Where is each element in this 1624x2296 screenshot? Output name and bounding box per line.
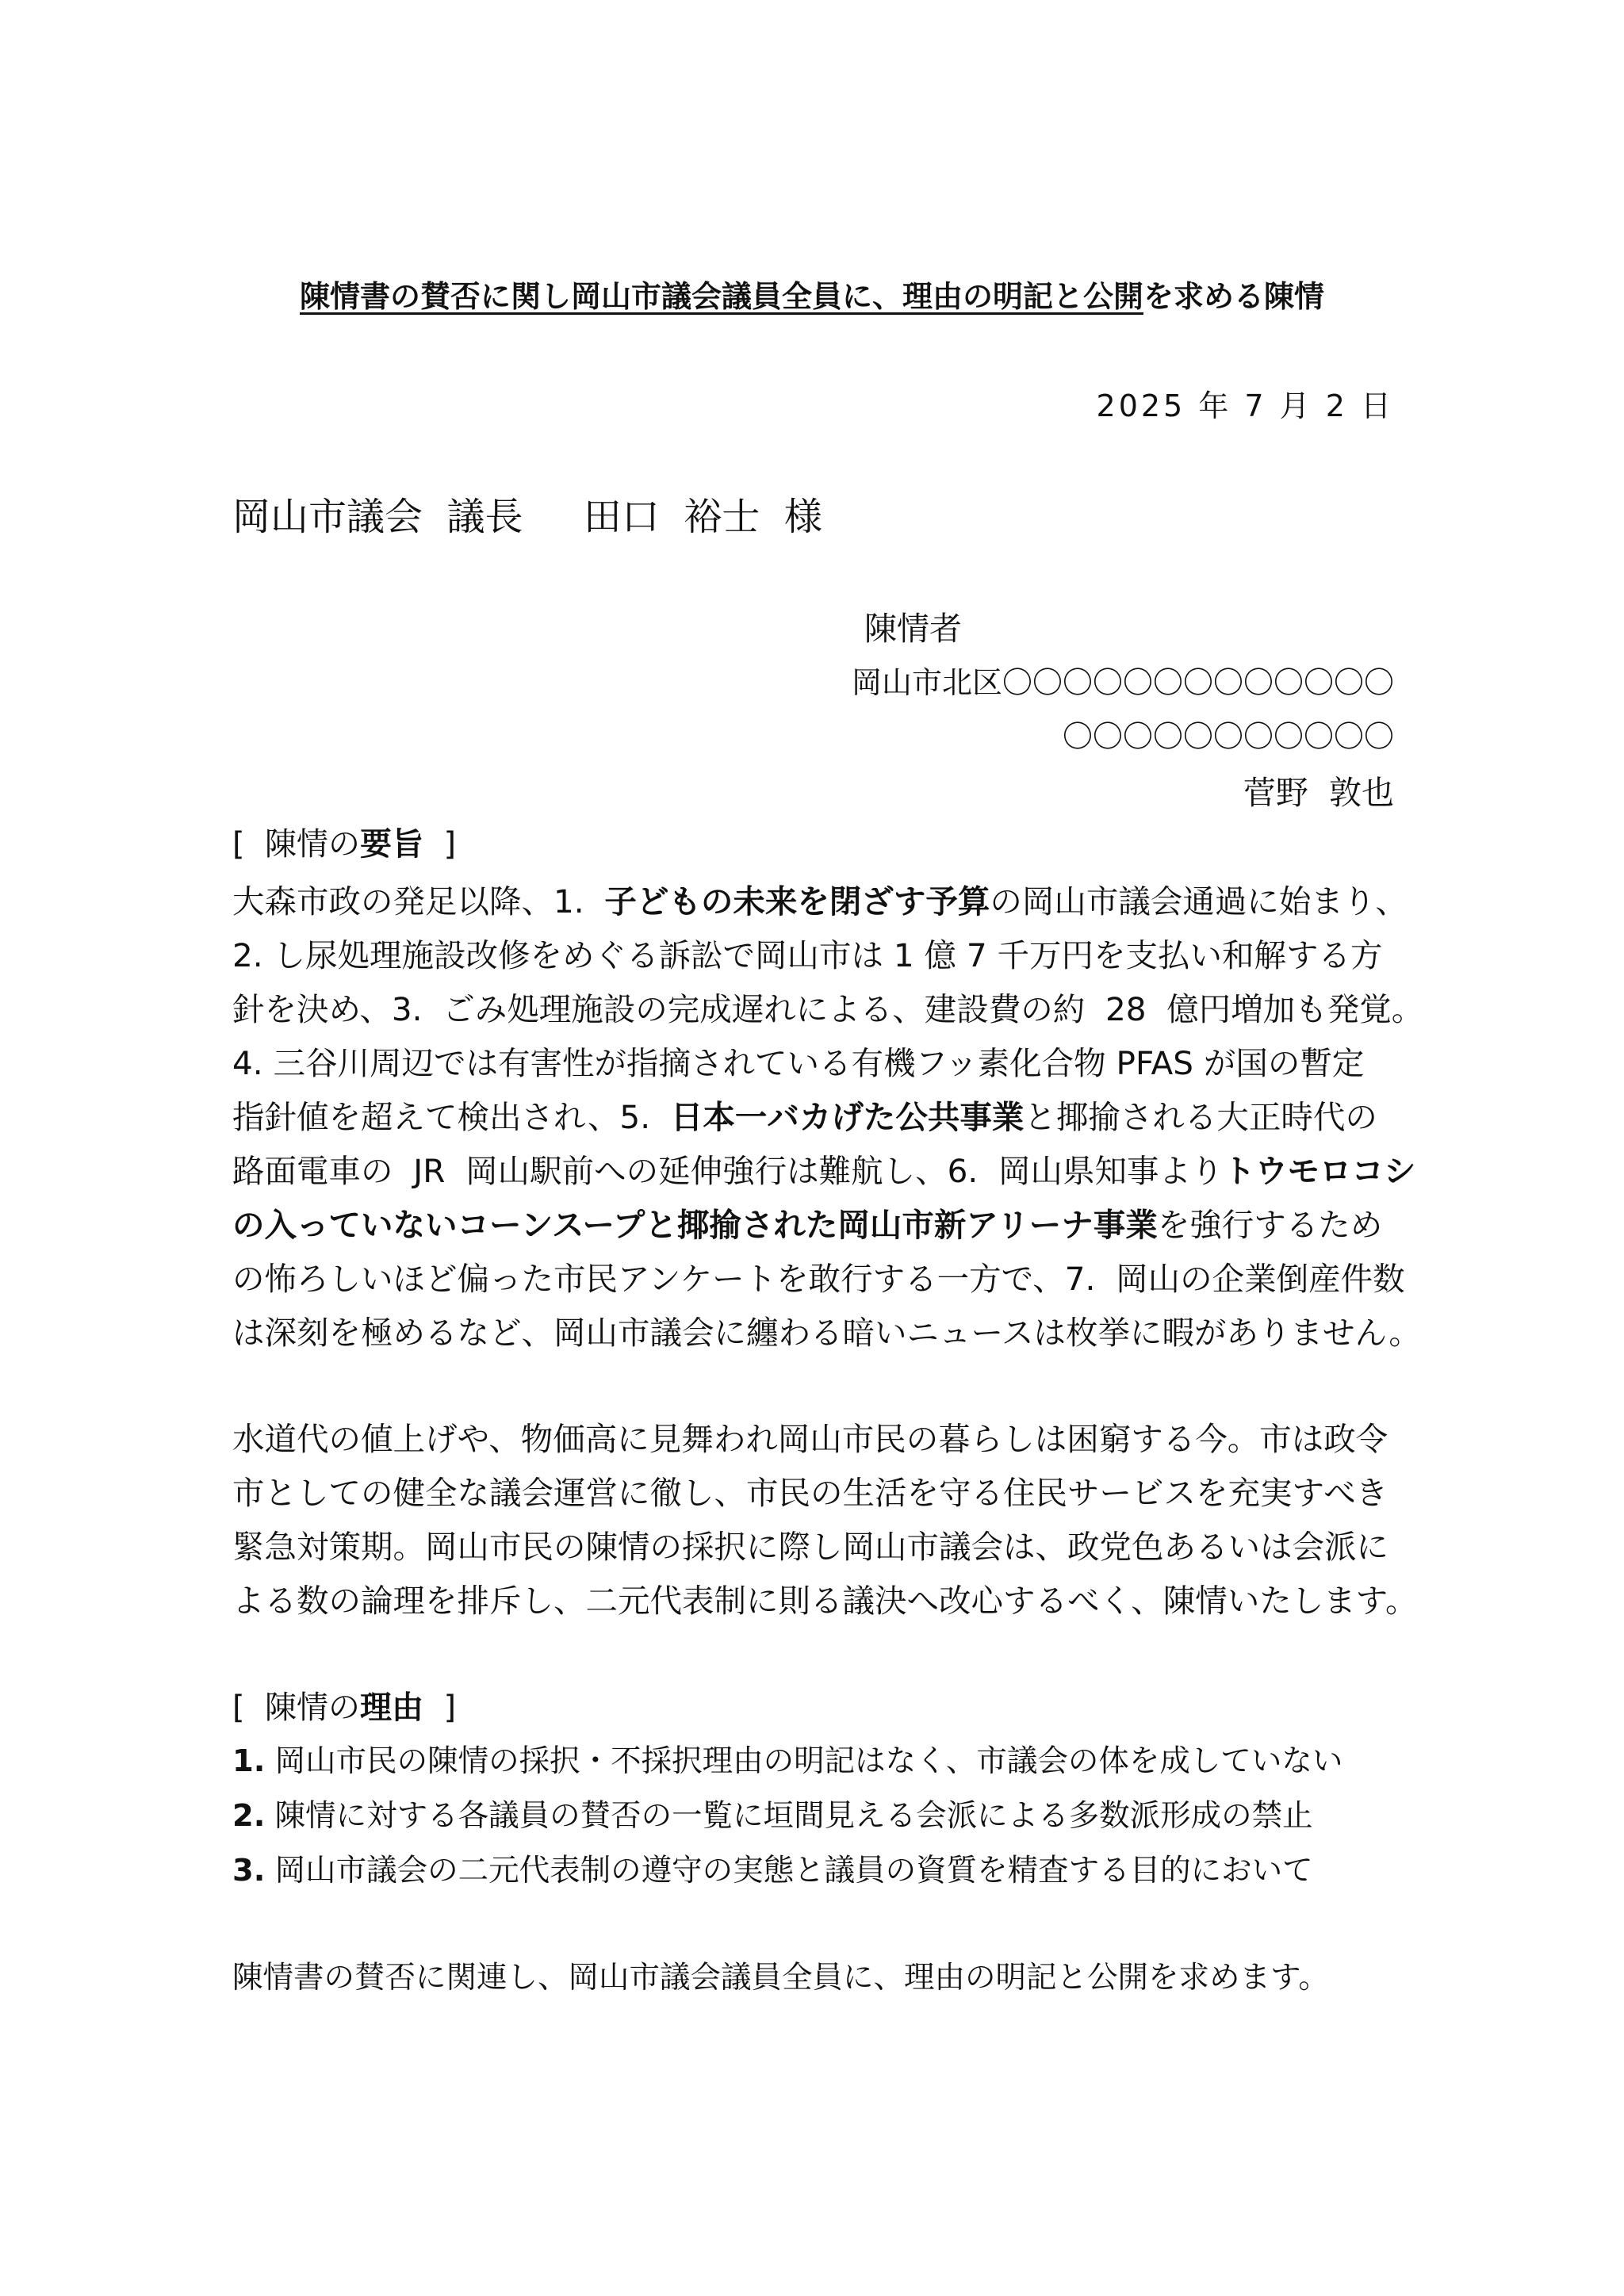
summary-line-5: 指針値を超えて検出され、5. 日本一バカげた公共事業と揶揄される大正時代の xyxy=(232,1098,1377,1136)
summary-line-3: 針を決め、3. ごみ処理施設の完成遅れによる、建設費の約 28 億円増加も発覚。 xyxy=(232,990,1424,1028)
summary-line-6: 路面電車の JR 岡山駅前への延伸強行は難航し、6. 岡山県知事よりトウモロコシ xyxy=(232,1152,1416,1190)
title-underlined: 陳情書の賛否に関し岡山市議会議員全員に、理由の明記と公開 xyxy=(299,279,1143,314)
reason-item-1: 1. 岡山市民の陳情の採択・不採択理由の明記はなく、市議会の体を成していない xyxy=(232,1743,1343,1779)
summary-line-9: は深刻を極めるなど、岡山市議会に纏わる暗いニュースは枚挙に暇がありません。 xyxy=(232,1314,1421,1352)
summary-p2-line-4: よる数の論理を排斥し、二元代表制に則る議決へ改心するべく、陳情いたします。 xyxy=(232,1582,1418,1620)
petitioner-address-line1: 岡山市北区〇〇〇〇〇〇〇〇〇〇〇〇〇 xyxy=(851,665,1394,700)
summary-line-1: 大森市政の発足以降、1. 子どもの未来を閉ざす予算の岡山市議会通過に始まり、 xyxy=(232,882,1408,920)
summary-line-8: の怖ろしいほど偏った市民アンケートを敢行する一方で、7. 岡山の企業倒産件数 xyxy=(232,1260,1405,1298)
summary-heading-open: [ 陳情の xyxy=(232,826,361,863)
reason-heading xyxy=(232,1689,457,1726)
reason-heading-close: ] xyxy=(423,1689,457,1726)
recipient: 岡山市議会 議長 田口 裕士 様 xyxy=(232,495,822,539)
reason-item-2: 2. 陳情に対する各議員の賛否の一覧に垣間見える会派による多数派形成の禁止 xyxy=(232,1798,1313,1834)
petitioner-name: 菅野 敦也 xyxy=(1243,774,1394,812)
reason-heading-bold: 理由 xyxy=(360,1689,424,1726)
document-date: 2025 年 7 月 2 日 xyxy=(1096,388,1394,423)
summary-line-4: 4. 三谷川周辺では有害性が指摘されている有機フッ素化合物 PFAS が国の暫定 xyxy=(232,1044,1365,1082)
document-title xyxy=(0,281,1624,312)
summary-p2-line-1: 水道代の値上げや、物価高に見舞われ岡山市民の暮らしは困窮する今。市は政令 xyxy=(232,1420,1388,1458)
title-rest: を求める陳情 xyxy=(1143,279,1325,314)
summary-p2-line-2: 市としての健全な議会運営に徹し、市民の生活を守る住民サービスを充実すべき xyxy=(232,1474,1388,1512)
summary-heading-bold: 要旨 xyxy=(360,826,424,863)
summary-line-7: の入っていないコーンスープと揶揄された岡山市新アリーナ事業を強行するため xyxy=(232,1206,1383,1244)
reason-heading-open: [ 陳情の xyxy=(232,1689,361,1726)
reason-item-3: 3. 岡山市議会の二元代表制の遵守の実態と議員の資質を精査する目的において xyxy=(232,1853,1313,1888)
petitioner-label: 陳情者 xyxy=(864,610,962,648)
summary-heading xyxy=(232,826,457,863)
summary-p2-line-3: 緊急対策期。岡山市民の陳情の採択に際し岡山市議会は、政党色あるいは会派に xyxy=(232,1528,1388,1566)
petitioner-address-line2: 〇〇〇〇〇〇〇〇〇〇〇 xyxy=(1062,719,1394,754)
closing-statement: 陳情書の賛否に関連し、岡山市議会議員全員に、理由の明記と公開を求めます。 xyxy=(232,1960,1329,1996)
summary-heading-close: ] xyxy=(423,826,457,863)
summary-line-2: 2. し尿処理施設改修をめぐる訴訟で岡山市は 1 億 7 千万円を支払い和解する方 xyxy=(232,936,1383,974)
